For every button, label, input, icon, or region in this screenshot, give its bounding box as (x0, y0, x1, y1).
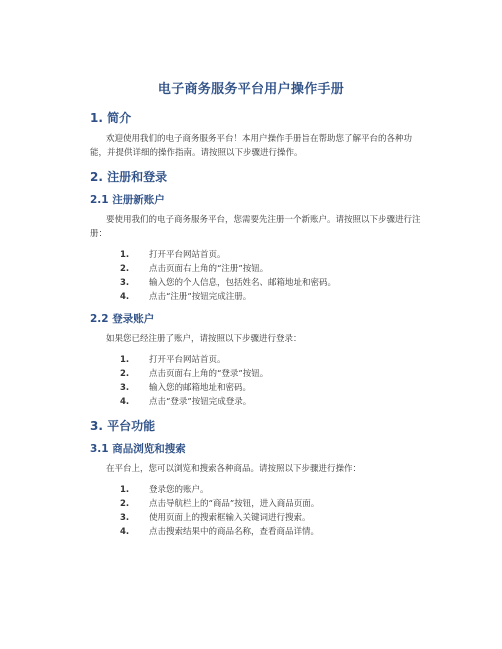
list-text: 点击“注册”按钮完成注册。 (149, 292, 252, 302)
list-item (120, 353, 428, 367)
intro-paragraph: 欢迎使用我们的电子商务服务平台！本用户操作手册旨在帮助您了解平台的各种功能，并提供详细的操作指南。请按照以下步骤进行操作。 (90, 134, 413, 158)
list-number: 2. (120, 499, 130, 509)
list-item (120, 248, 428, 262)
login-paragraph: 如果您已经注册了账户，请按照以下步骤进行登录： (106, 334, 302, 344)
list-number: 4. (120, 397, 130, 407)
list-item (120, 483, 428, 497)
section-heading-register-login: 2. 注册和登录 (90, 170, 168, 184)
list-text: 打开平台网站首页。 (149, 355, 226, 365)
list-text: 使用页面上的搜索框输入关键词进行搜索。 (149, 513, 311, 523)
subsection-heading-browse-search: 3.1 商品浏览和搜索 (90, 443, 186, 455)
register-steps-list (74, 248, 428, 304)
login-steps-list (74, 353, 428, 409)
list-item (120, 276, 428, 290)
list-text: 输入您的邮箱地址和密码。 (149, 383, 252, 393)
list-number: 4. (120, 527, 130, 537)
subsection-heading-login: 2.2 登录账户 (90, 313, 155, 325)
document-title: 电子商务服务平台用户操作手册 (157, 82, 345, 97)
list-text: 点击页面右上角的“注册”按钮。 (149, 264, 269, 274)
list-item (120, 367, 428, 381)
list-text: 登录您的账户。 (149, 485, 209, 495)
list-item (120, 395, 428, 409)
list-number: 1. (120, 250, 130, 260)
list-item (120, 381, 428, 395)
list-item (120, 511, 428, 525)
list-text: 点击“登录”按钮完成登录。 (149, 397, 252, 407)
list-text: 点击搜索结果中的商品名称，查看商品详情。 (149, 527, 320, 537)
list-text: 打开平台网站首页。 (149, 250, 226, 260)
list-item (120, 290, 428, 304)
list-number: 3. (120, 513, 130, 523)
list-text: 输入您的个人信息，包括姓名、邮箱地址和密码。 (149, 278, 337, 288)
list-number: 3. (120, 278, 130, 288)
browse-paragraph: 在平台上，您可以浏览和搜索各种商品。请按照以下步骤进行操作： (106, 464, 362, 474)
list-item (120, 497, 428, 511)
subsection-heading-register: 2.1 注册新账户 (90, 194, 165, 206)
section-heading-intro: 1. 简介 (90, 111, 132, 125)
list-number: 1. (120, 485, 130, 495)
list-text: 点击页面右上角的“登录”按钮。 (149, 369, 269, 379)
list-item (120, 525, 428, 539)
browse-steps-list (74, 483, 428, 539)
list-number: 3. (120, 383, 130, 393)
list-number: 2. (120, 369, 130, 379)
list-text: 点击导航栏上的“商品”按钮，进入商品页面。 (149, 499, 320, 509)
list-item (120, 262, 428, 276)
section-heading-features: 3. 平台功能 (90, 419, 156, 433)
list-number: 4. (120, 292, 130, 302)
register-paragraph: 要使用我们的电子商务服务平台，您需要先注册一个新账户。请按照以下步骤进行注册： (90, 215, 421, 239)
list-number: 1. (120, 355, 130, 365)
list-number: 2. (120, 264, 130, 274)
